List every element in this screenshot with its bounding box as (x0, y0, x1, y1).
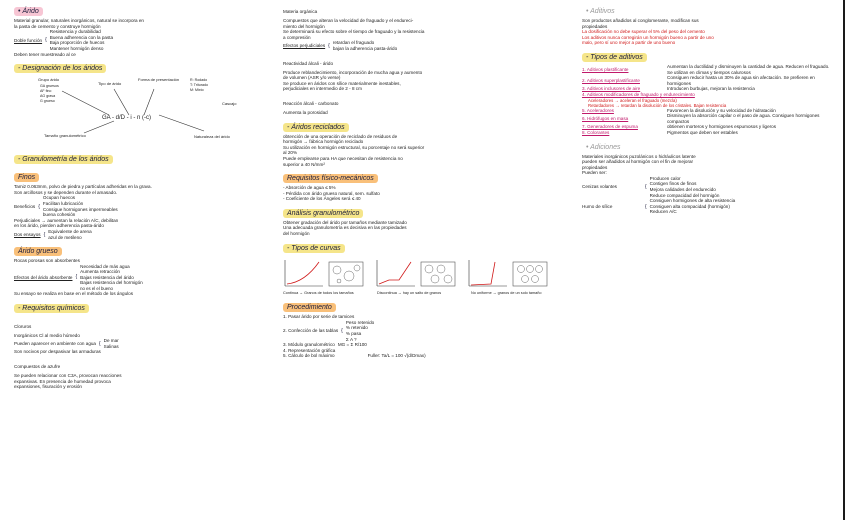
text-line: - Coeficiente de los Ángeles será ≤ 40 (283, 196, 361, 202)
brace-icon: { (43, 231, 46, 238)
aditivo-name: 2. Aditivos superplastificante (582, 77, 640, 83)
list-item: Contigen finos de finos (649, 181, 697, 187)
diagram-label: Grupo árido (38, 77, 60, 83)
text-line: Materiales inorgánicos puzolánicos o hidráulicos latente (582, 153, 696, 159)
list-item: Necesidad de más agua (80, 263, 130, 269)
list-item: Facilitan lubricación (42, 200, 84, 206)
text-line: Se pueden relacionar con C3A, provocan reacciones (14, 373, 122, 379)
diagram-sublabel: AG grava (40, 94, 56, 99)
text-line: del hormigón (283, 231, 310, 237)
diagram-label: Cascajo (222, 101, 237, 107)
text-line: perjudiciales en intermedio de 2 - 8 cm (283, 86, 362, 92)
efectos-block (14, 264, 276, 291)
text-line: propiedades (582, 164, 608, 170)
aditivo-desc: Aumentan la ductilidad y disminuyen la cantidad de agua. Reducen el fraguado. Se utilizan en climas y tiempos calurosos (667, 63, 830, 75)
text-line: obtención de una operación de reciclado de residuos de (283, 133, 398, 139)
page-edge-divider (843, 0, 845, 520)
formula-mg: MG = Σ R/100 (337, 342, 367, 348)
aditivo-row (582, 75, 838, 86)
heading-cloruros: Cloruros (14, 323, 32, 329)
text-line: Rocas porosas son absorbentes (14, 258, 80, 264)
curve-sketches (283, 258, 568, 288)
brace-icon: { (328, 42, 330, 49)
heading-materia-organica: Materia orgánica (283, 9, 318, 14)
diagram-sublabel: T: Triturado (190, 83, 208, 88)
ensayos-block (14, 229, 276, 240)
cenizas-label: Cenizas volantes (582, 184, 617, 190)
heading-analisis: Análisis granulométrico (283, 209, 363, 218)
heading-tipos-aditivos: - Tipos de aditivos (582, 53, 647, 62)
heading-procedimiento: Procedimiento (283, 303, 336, 312)
list-item: Consiguen alta compacidad (hormigón) (649, 203, 730, 209)
diagram-sublabel: M: Mixto (190, 88, 204, 93)
list-item: Equivalente de arena (48, 228, 92, 234)
aditivo-sub: Retardadores → retardan la disolución de los cristales. Bajan resistencia (588, 102, 727, 108)
procedure-step: 5. Cálculo de bol máximo (283, 353, 335, 359)
list-item: buena cohesión (42, 212, 76, 218)
list-item: Producen calor (649, 175, 681, 181)
diagram-label: Forma de presentación (138, 77, 180, 83)
list-item: Consigue hormigones impermeables (42, 206, 118, 212)
list-item: Ocupan huecos (42, 195, 76, 201)
text-line: Obtener gradación del árido por tamaños mediante tamizado (283, 219, 407, 225)
brace-icon: { (645, 203, 647, 210)
arrow-icon: { (45, 37, 47, 44)
heading-curvas: - Tipos de curvas (283, 244, 345, 253)
list-item: Resistencia y durabilidad (49, 29, 101, 35)
aditivo-name: 7. Generadores de espuma (582, 124, 638, 130)
ensayos-label: Dos ensayos (14, 231, 41, 237)
designation-formula: GA - d/D - i - n (-c) (102, 115, 152, 122)
list-item: retardan el fraguado (332, 40, 375, 46)
text-line: superior a 40 N/mm² (283, 161, 325, 167)
text-line: Son nocivos por despasivar las armaduras (14, 349, 101, 355)
doble-funcion-block (14, 29, 276, 51)
curve-caption: Discontinua → hay un salto de granos (377, 290, 442, 295)
heading-carbonato: Reacción álcali - carbonato (283, 100, 339, 106)
list-item: bajan la adherencia pasta-árido (332, 45, 398, 51)
text-line: expansiones, fisuración y erosión (14, 384, 82, 390)
brace-icon: { (38, 203, 40, 210)
heading-reactividad: Reactividad álcali - árido (283, 60, 334, 66)
aditivo-row (582, 113, 838, 124)
text-line: Pueden aparecer en ambiente con agua (14, 341, 96, 347)
warning-line: Los aditivos nunca corregirán un hormigón bueno a partir de uno (582, 34, 714, 40)
efectos-organica-block (283, 40, 568, 51)
aditivo-desc: Pigmentos que deben ser estables (667, 129, 738, 135)
diagram-sublabel: G grueso (40, 99, 55, 104)
list-item: Aumenta retracción (80, 269, 120, 275)
text-line: al 20% (283, 150, 298, 156)
text-line: Su utilización en hormigón estructural, su porcentaje no será superior (283, 144, 425, 150)
text-line: pueden ser añadidos al hormigón con el fin de mejorar (582, 159, 694, 165)
column-right (582, 0, 838, 520)
formula-fuller: Fuller: Ta/L = 100 √(d/Dmax) (367, 353, 426, 359)
text-line: Aumenta la porosidad (283, 109, 328, 115)
text-line: Material granular, naturales inorgánicos, natural se incorpora en (14, 18, 144, 23)
text-line: Inorgánicos Cl al medio húmedo (14, 332, 80, 338)
efectos-label: Efectos perjudiciales (283, 43, 326, 49)
curve-uniforme-sketch (467, 258, 549, 288)
heading-azufre: Compuestos de azufre (14, 364, 61, 370)
list-item: Baja proporción de huecos (49, 40, 105, 46)
aditivo-name: 8. Colorantes (582, 129, 610, 135)
text-line: Deben tener muestreado al ce (14, 51, 76, 57)
humo-block (582, 198, 838, 215)
aditivo-desc: Disminuyen la absorción capilar o el paso de agua. Consiguen hormigones compactos (667, 113, 820, 124)
heading-granulometria: - Granulometría de los áridos (14, 155, 113, 164)
heading-quimicos: - Requisitos químicos (14, 304, 89, 313)
brace-icon: { (341, 328, 343, 335)
list-item: Mejora calidades del endurecido (649, 187, 716, 193)
cenizas-block (582, 176, 838, 198)
aditivo-name: 5. Aceleradores (582, 107, 614, 113)
diagram-label: Tipo de árido (98, 81, 122, 87)
aditivo-row (582, 130, 838, 136)
text-line: - Pérdida con árido grueso natural, sem. sulfato (283, 190, 380, 196)
brace-icon: { (98, 340, 101, 347)
text-line: propiedades (582, 23, 608, 29)
text-line: Se determinará su efecto sobre el tiempo de fraguado y la resistencia (283, 29, 425, 35)
diagram-label: Tamaño granulométrico (44, 133, 86, 139)
aditivo-name: 1. Aditivos plastificante (582, 66, 629, 72)
column-left (14, 0, 276, 520)
list-item: Σ A ? (345, 336, 357, 342)
text-line: Puede emplearse para HA que necesitan de resistencia no (283, 155, 403, 161)
brace-icon: { (75, 274, 78, 281)
text-line: Tamiz 0.063mm, polvo de piedra y partículas adheridas en la grava. (14, 184, 152, 190)
curve-continua-sketch (283, 258, 365, 288)
aditivo-name: 3. Aditivos inclusores de aire (582, 86, 641, 92)
list-item: % pasa (345, 331, 362, 337)
text-line: Su ensayo se realiza en base en el método de los ángulos (14, 291, 134, 297)
text-line: Una adecuada granulometría es decisiva en las propiedades (283, 225, 407, 231)
text-line: Son productos añadidos al conglomerante, modifican sus (582, 18, 699, 23)
curve-caption: Continua → Granos de todos los tamaños (283, 290, 354, 295)
list-item: Mantener hormigón denso (49, 45, 104, 51)
heading-finos: Finos (14, 173, 39, 182)
heading-designacion: - Designación de los áridos (14, 64, 106, 73)
text-line: Pueden ser: (582, 170, 607, 176)
list-item: Reducen A/C (649, 209, 677, 215)
beneficios-label: Beneficios (14, 203, 36, 209)
procedure-step: 3. Módulo granulométrico (283, 342, 335, 348)
heading-arido-grueso: Árido grueso (14, 247, 62, 256)
text-line: la pasta de cemento y construye hormigón (14, 23, 101, 29)
text-line: Se produce en áridos con sílice materialmente inestables, (283, 80, 401, 86)
procedure-step: 4. Representación gráfica (283, 347, 336, 353)
doble-funcion-label: Doble función (14, 37, 43, 43)
aditivo-sub: Aceleradores → aceleran el fraguado (mezcla) (588, 97, 677, 103)
fuller-block (283, 353, 568, 359)
designation-diagram (14, 75, 276, 143)
list-item: Bajas resistencia del árido (80, 274, 134, 280)
diagram-sublabel: R: Rodado (190, 78, 208, 83)
list-item: Consiguen hormigones de alta resistencia (649, 198, 736, 204)
warning-line: La dosificación no debe superar el 5% del peso del cemento (582, 29, 705, 35)
list-item: Reduce compacidad del hormigón (649, 192, 720, 198)
curve-caption: No uniforme → granos de un solo tamaño (471, 290, 542, 295)
heading-fisico-mecanicos: Requisitos físico-mecánicos (283, 174, 378, 183)
text-line: - Absorción de agua ≤ 5% (283, 185, 336, 191)
heading-reciclados: - Áridos reciclados (283, 123, 349, 132)
procedure-step: 1. Pasar árido por serie de tamices (283, 314, 355, 320)
warning-line: malo, pero sí uno mejor a partir de uno bueno (582, 40, 676, 46)
text-line: expansivas. En presencia de humedad provoca (14, 378, 111, 384)
heading-arido: • Árido (14, 7, 43, 16)
text-line: Son arcillosos y se dependen durante el amasado. (14, 189, 118, 195)
procedure-step: 2. Confección de las tablas (283, 328, 339, 334)
text-line: miento del hormigón (283, 23, 325, 29)
text-line: Compuestos que alteran la velocidad de fraguado y el endureci- (283, 18, 414, 23)
aditivo-desc: Favorecen la disolución y su velocidad de hidratación (667, 107, 776, 113)
brace-icon: { (645, 184, 647, 191)
list-item: % retenido (345, 325, 368, 331)
list-item: azul de metileno (48, 234, 82, 240)
aditivo-name: 6. Hidrófugos en masa (582, 115, 629, 121)
list-item: De mar (103, 338, 119, 344)
efectos-label: Efectos del árido absorbente (14, 274, 73, 280)
diagram-label: Naturaleza del árido (194, 134, 230, 140)
text-line: en los árido, pierden adherencia pasta-árido (14, 223, 104, 229)
text-line: Produce reblandecimiento, incorporación de mucha agua y aumento (283, 69, 423, 75)
beneficios-block (14, 195, 276, 217)
aditivo-desc: obtienen morteros y hormigones espumosos y ligeros (667, 124, 777, 130)
curve-captions (283, 291, 568, 297)
list-item: Buena adherencia con la pasta (49, 34, 114, 40)
list-item: Salinas (103, 343, 119, 349)
list-item: Peso retenido (345, 319, 375, 325)
text-line: hormigón → fábrica hormigón reciclado (283, 139, 364, 145)
diagram-sublabel: GA gruesos (40, 84, 59, 89)
aditivo-desc: Consiguen reducir hasta un 30% de agua sin afectación. Se prefieren en hormigones (667, 75, 815, 86)
text-line: a compresión (283, 34, 311, 40)
pueden-block (14, 338, 276, 349)
list-subitem: no es el el bueno (80, 286, 113, 292)
text-line: de volumen (ASR y/o verse) (283, 75, 341, 81)
aditivo-desc: Introducen burbujas, mejoran la resistencia (667, 86, 755, 92)
column-middle (283, 0, 568, 520)
humo-label: Humo de sílice (582, 203, 613, 209)
aditivo-row (582, 64, 838, 75)
heading-adiciones: • Adiciones (586, 143, 621, 151)
diagram-sublabel: AF fino (40, 89, 52, 94)
heading-aditivos: • Aditivos (586, 8, 615, 15)
list-item: Bajas resistencia del hormigón (80, 280, 143, 286)
curve-discontinua-sketch (375, 258, 457, 288)
aditivo-name: 4. Aditivos modificadores de fraguado y endurecimiento (582, 91, 695, 97)
text-line: Perjudiciales → aumentan la relación A/C, debilitan (14, 217, 119, 223)
tablas-block (283, 320, 568, 342)
